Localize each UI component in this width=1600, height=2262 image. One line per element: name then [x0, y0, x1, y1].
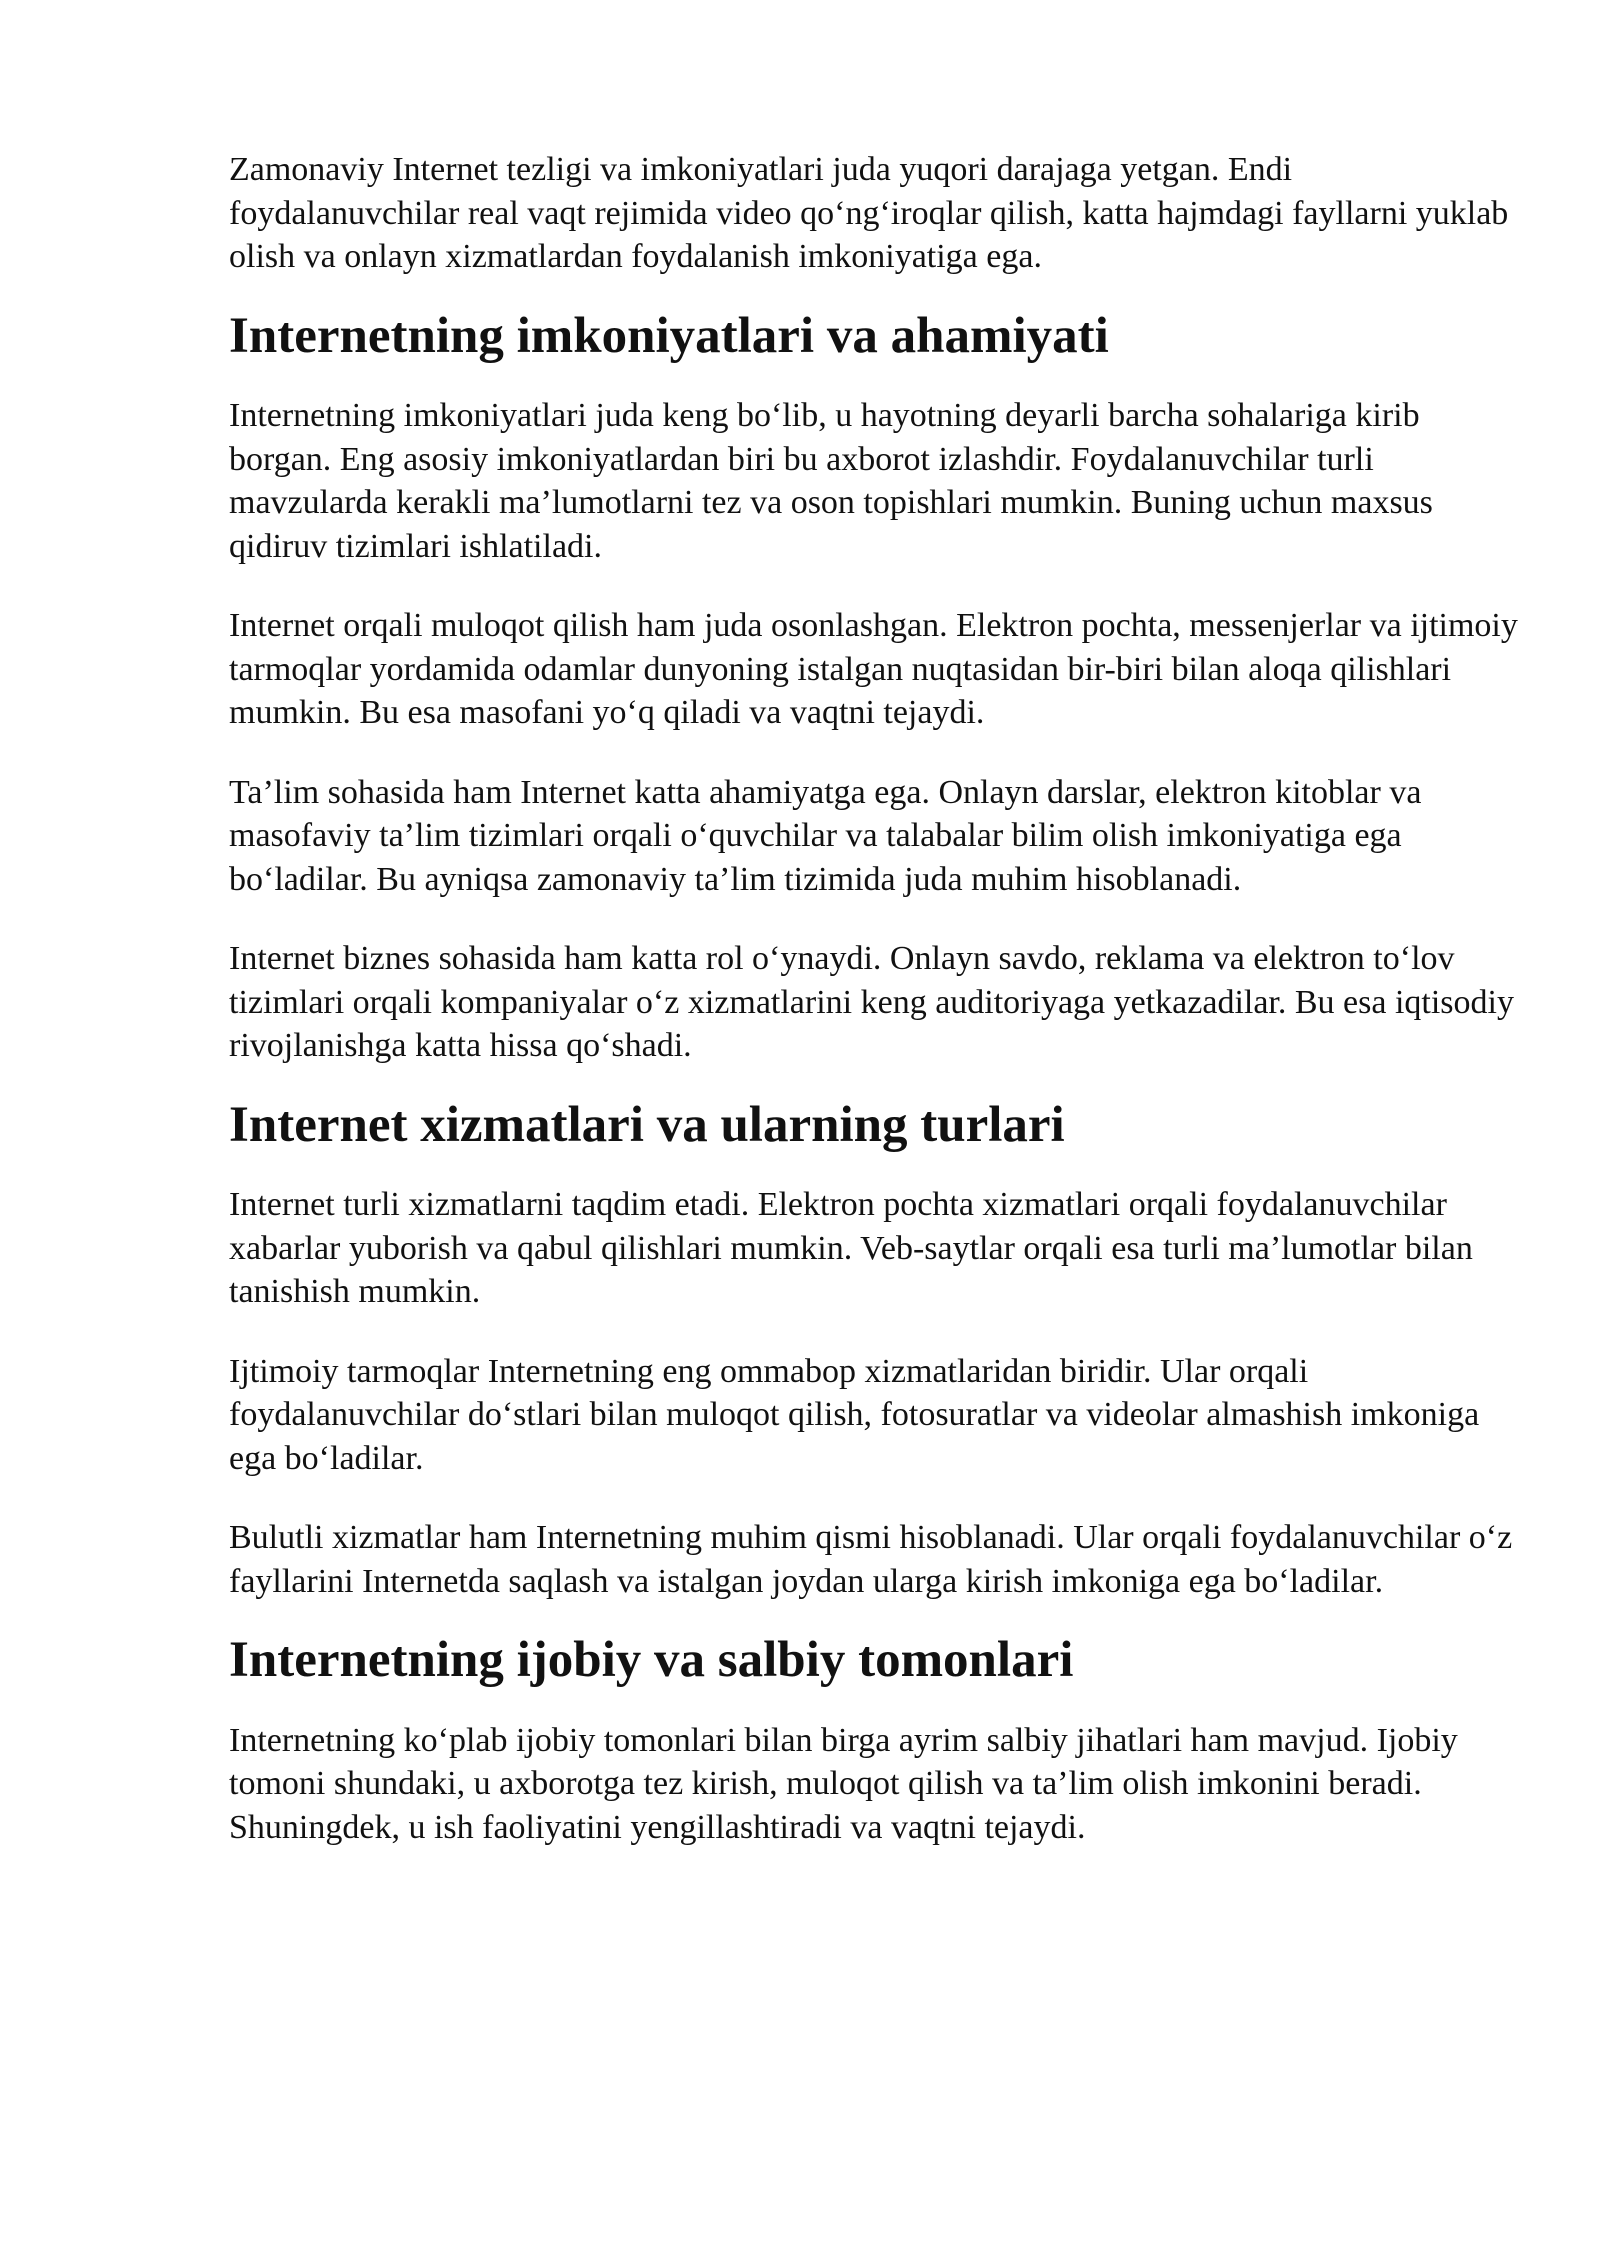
section-heading-tomonlar: Internetning ijobiy va salbiy tomonlari	[229, 1632, 1074, 1688]
paragraph-ijtimoiy-tarmoqlar: Ijtimoiy tarmoqlar Internetning eng ommabop xizmatlaridan biridir. Ular orqali foydalanuvchilar do‘stlari bilan muloqot qilish, fotosuratlar va videolar almashish imkoniga ega bo‘ladilar.	[229, 1352, 1480, 1477]
section-heading-imkoniyatlar: Internetning imkoniyatlari va ahamiyati	[229, 307, 1109, 364]
paragraph-elektron-pochta: Internet turli xizmatlarni taqdim etadi. Elektron pochta xizmatlari orqali foydalanuvchilar xabarlar yuborish va qabul qilishlari mumkin. Veb-saytlar orqali esa turli ma’lumotlar bilan tanishish mumkin.	[229, 1186, 1473, 1310]
section-heading-xizmatlar: Internet xizmatlari va ularning turlari	[229, 1096, 1065, 1153]
paragraph-axborot-izlash: Internetning imkoniyatlari juda keng bo‘lib, u hayotning deyarli barcha sohalariga kirib borgan. Eng asosiy imkoniyatlardan biri bu axborot izlashdir. Foydalanuvchilar turli mavzularda kerakli ma’lumotlarni tez va oson topishlari mumkin. Buning uchun maxsus qidiruv tizimlari ishlatiladi.	[229, 397, 1433, 565]
document-page	[229, 148, 1519, 1885]
paragraph-biznes: Internet biznes sohasida ham katta rol o‘ynaydi. Onlayn savdo, reklama va elektron to‘lov tizimlari orqali kompaniyalar o‘z xizmatlarini keng auditoriyaga yetkazadilar. Bu esa iqtisodiy rivojlanishga katta hissa qo‘shadi.	[229, 940, 1514, 1064]
paragraph-ijobiy-tomonlar: Internetning ko‘plab ijobiy tomonlari bilan birga ayrim salbiy jihatlari ham mavjud. Ijobiy tomoni shundaki, u axborotga tez kirish, muloqot qilish va ta’lim olish imkonini beradi. Shuningdek, u ish faoliyatini yengillashtiradi va vaqtni tejaydi.	[229, 1721, 1458, 1846]
paragraph-intro: Zamonaviy Internet tezligi va imkoniyatlari juda yuqori darajaga yetgan. Endi foydalanuvchilar real vaqt rejimida video qo‘ng‘iroqlar qilish, katta hajmdagi fayllarni yuklab olish va onlayn xizmatlardan foydalanish imkoniyatiga ega.	[229, 151, 1509, 275]
paragraph-talim: Ta’lim sohasida ham Internet katta ahamiyatga ega. Onlayn darslar, elektron kitoblar va masofaviy ta’lim tizimlari orqali o‘quvchilar va talabalar bilim olish imkoniyatiga ega bo‘ladilar. Bu ayniqsa zamonaviy ta’lim tizimida juda muhim hisoblanadi.	[229, 773, 1422, 898]
paragraph-muloqot: Internet orqali muloqot qilish ham juda osonlashgan. Elektron pochta, messenjerlar va ijtimoiy tarmoqlar yordamida odamlar dunyoning istalgan nuqtasidan bir-biri bilan aloqa qilishlari mumkin. Bu esa masofani yo‘q qiladi va vaqtni tejaydi.	[229, 607, 1518, 731]
paragraph-bulutli-xizmatlar: Bulutli xizmatlar ham Internetning muhim qismi hisoblanadi. Ular orqali foydalanuvchilar o‘z fayllarini Internetda saqlash va istalgan joydan ularga kirish imkoniga ega bo‘ladilar.	[229, 1519, 1513, 1600]
